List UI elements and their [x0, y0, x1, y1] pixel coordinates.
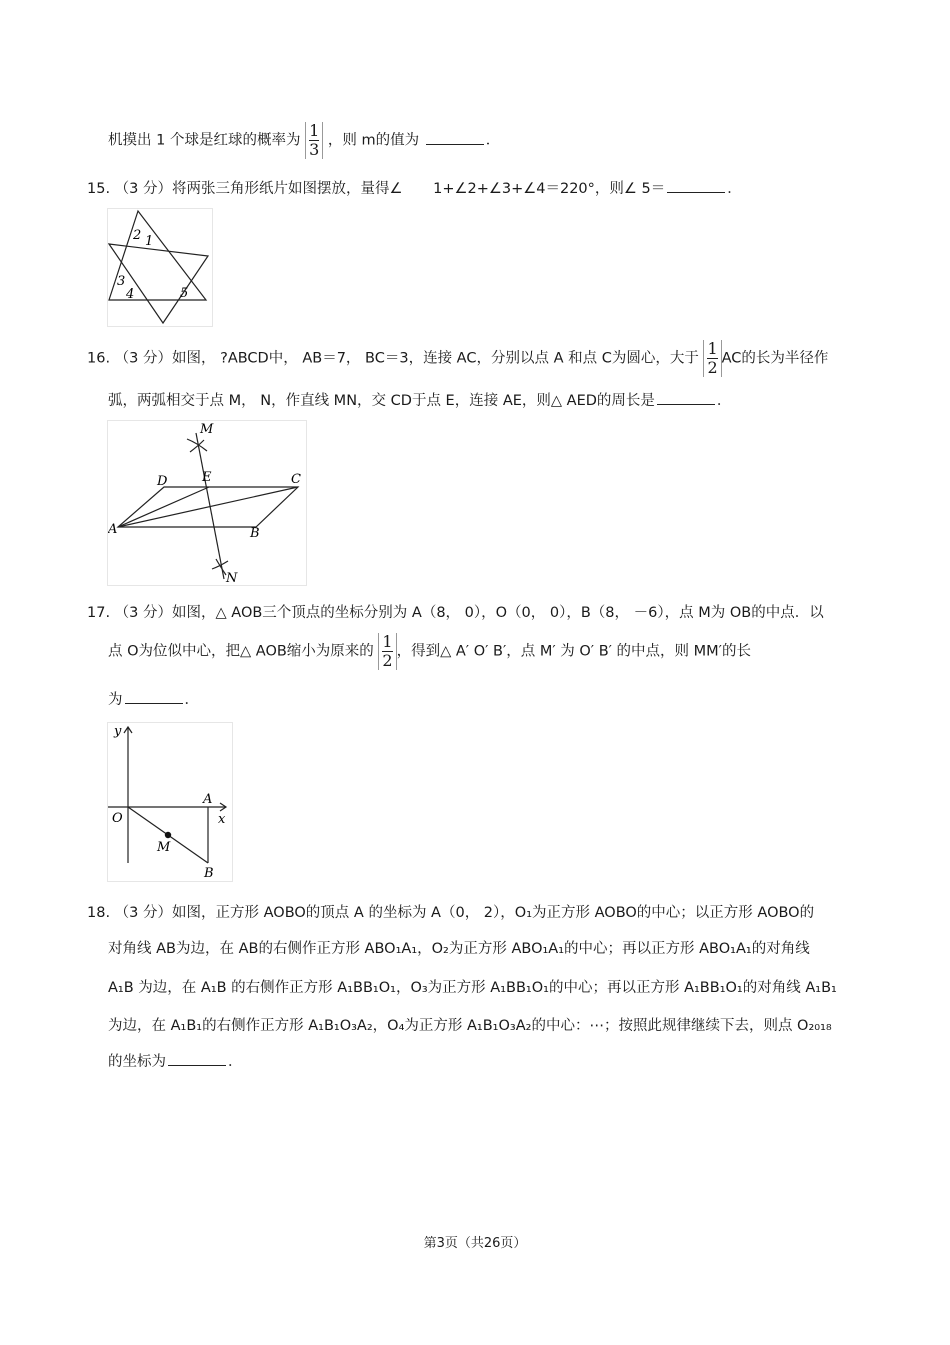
q18-text-line1: 如图，正方形 AOBO的顶点 A 的坐标为 A（0， 2），O₁为正方形 AOBO的中心；以正方形 AOBO的 [172, 905, 815, 921]
q18-number: 18. [87, 905, 111, 921]
q16-label-m: M [200, 422, 214, 437]
q16-label-n: N [226, 571, 238, 585]
q17-point-m [165, 832, 171, 838]
q15-figure [107, 208, 213, 327]
q15-label-1: 1 [145, 234, 154, 249]
q18-text-line4: 为边，在 A₁B₁的右侧作正方形 A₁B₁O₃A₂，O₄为正方形 A₁B₁O₃A₂的中心：⋯；按照此规律继续下去，则点 O₂₀₁₈ [108, 1018, 832, 1034]
q14-fraction [305, 122, 323, 159]
q18-answer-blank[interactable] [168, 1052, 226, 1066]
q17-label-y: y [114, 724, 122, 739]
q14-frac-den: 3 [309, 140, 320, 159]
q16-line-mn [196, 433, 224, 579]
q18-line2 [108, 937, 810, 958]
q16-line2: 弧，两弧相交于点 M， N，作直线 MN，交 CD于点 E，连接 AE，则△ AED的周长是 ． [108, 393, 732, 409]
q16-line1 [87, 340, 828, 377]
q17-label-x: x [218, 812, 226, 827]
q14-text-after: ，则 m的值为 [327, 132, 420, 149]
q15-label-2: 2 [133, 228, 142, 243]
q16-label-c: C [291, 472, 301, 487]
q14-tail-line: 机摸出 1 个球是红球的概率为 $\frac{1}{3}$ ，则 m的值为 ． [108, 121, 501, 159]
page-footer: 第3页（共26页） [423, 1236, 527, 1251]
q17-text-line1: 如图，△ AOB三个顶点的坐标分别为 A（8， 0），O（0， 0），B（8， －6），点 M为 OB的中点．以 [172, 605, 824, 621]
q16-answer-blank[interactable] [657, 391, 715, 405]
q16-frac-den: 2 [707, 358, 718, 377]
q16-label-e: E [202, 470, 212, 485]
q18-text-line5: 的坐标为 [108, 1054, 166, 1070]
q17-text-before: 点 O为位似中心，把△ AOB缩小为原来的 [108, 643, 374, 660]
q17-label-b: B [204, 866, 214, 881]
q17-frac-den: 2 [382, 651, 393, 670]
q18-score: （3 分） [114, 905, 173, 921]
q17-frac-num: 1 [382, 632, 393, 651]
q16-fraction [703, 340, 721, 377]
q16-label-b: B [250, 526, 260, 541]
q15-line: 15. （3 分）将两张三角形纸片如图摆放，量得∠ 1+∠2+∠3+∠4＝220°，则∠ 5＝ ． [87, 181, 742, 197]
q15-label-3: 3 [117, 274, 126, 289]
q17-answer-blank[interactable] [125, 690, 183, 704]
q17-fraction [378, 633, 396, 670]
q16-label-a: A [108, 522, 118, 537]
q16-score: （3 分） [114, 350, 173, 367]
q18-text-line3: A₁B 为边，在 A₁B 的右侧作正方形 A₁BB₁O₁，O₃为正方形 A₁BB₁O₁的中心；再以正方形 A₁BB₁O₁的对角线 A₁B₁ [108, 980, 837, 996]
q16-frac-num: 1 [707, 339, 718, 358]
q15-number: 15. [87, 181, 111, 197]
q18-line4 [108, 1014, 832, 1035]
q17-text-after: ，得到△ A′ O′ B′，点 M′ 为 O′ B′ 的中点，则 MM′的长 [396, 643, 751, 660]
q17-text-line3: 为 [108, 692, 123, 708]
q18-line5: 的坐标为 ． [108, 1054, 243, 1070]
q14-frac-num: 1 [309, 121, 320, 140]
q14-text-before: 机摸出 1 个球是红球的概率为 [108, 132, 301, 149]
q15-label-5: 5 [180, 286, 189, 301]
q17-number: 17. [87, 605, 111, 621]
q16-figure [107, 420, 307, 586]
q17-figure [107, 722, 233, 882]
q17-label-o: O [112, 811, 123, 826]
q15-answer-blank[interactable] [667, 179, 725, 193]
q17-score: （3 分） [114, 605, 173, 621]
q15-label-4: 4 [126, 287, 135, 302]
q15-score: （3 分） [114, 181, 173, 197]
q16-text-after: AC的长为半径作 [721, 350, 829, 367]
q18-line3 [108, 976, 837, 997]
q17-line1 [87, 601, 824, 622]
q14-answer-blank[interactable] [426, 131, 484, 145]
q17-line3: 为 ． [108, 692, 199, 708]
q16-text-before: 如图， ?ABCD中， AB＝7， BC＝3，连接 AC，分别以点 A 和点 C为圆心，大于 [172, 350, 699, 367]
q16-segment-ae [118, 487, 209, 527]
q16-number: 16. [87, 350, 111, 367]
q18-line1 [87, 901, 814, 922]
q17-label-a: A [203, 792, 213, 807]
q16-label-d: D [157, 474, 168, 489]
q16-text-line2: 弧，两弧相交于点 M， N，作直线 MN，交 CD于点 E，连接 AE，则△ AED的周长是 [108, 393, 655, 409]
q15-text1: 将两张三角形纸片如图摆放，量得∠ [172, 181, 403, 197]
q18-text-line2: 对角线 AB为边，在 AB的右侧作正方形 ABO₁A₁，O₂为正方形 ABO₁A₁的中心；再以正方形 ABO₁A₁的对角线 [108, 941, 810, 957]
q17-label-m: M [157, 840, 171, 855]
q15-text2: 1+∠2+∠3+∠4＝220°，则∠ 5＝ [433, 181, 666, 197]
q17-line2 [108, 633, 751, 670]
